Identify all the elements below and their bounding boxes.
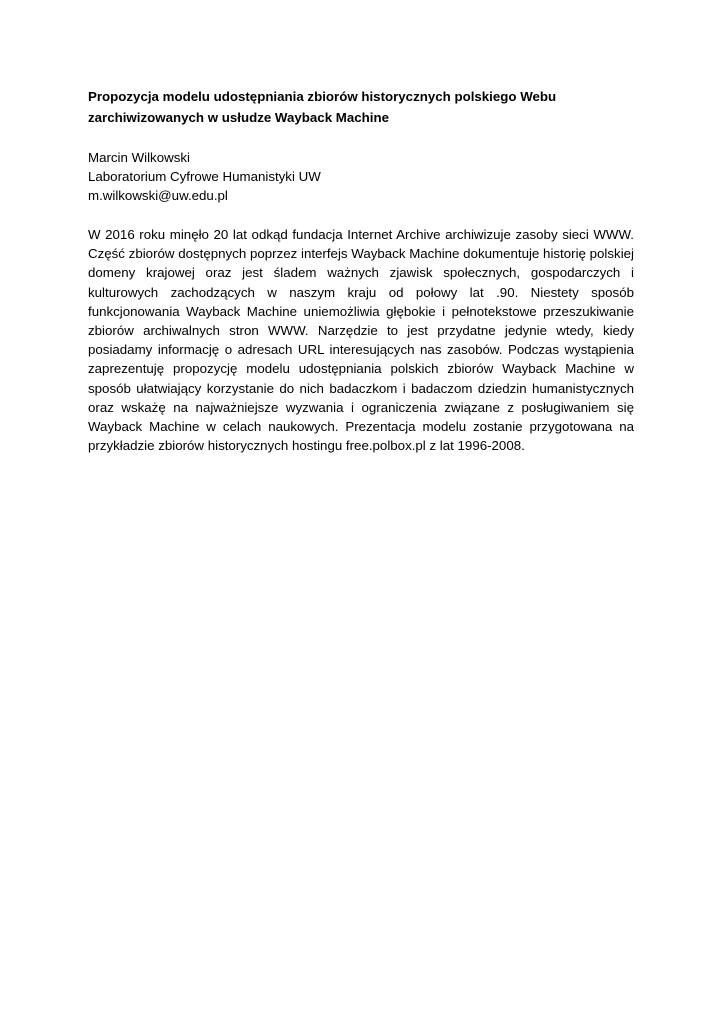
- author-email: m.wilkowski@uw.edu.pl: [88, 188, 228, 203]
- author-name: Marcin Wilkowski: [88, 150, 190, 165]
- document-page: [88, 86, 634, 469]
- abstract-paragraph: W 2016 roku minęło 20 lat odkąd fundacja Internet Archive archiwizuje zasoby sieci WWW. Część zbiorów dostępnych poprzez interfejs Wayback Machine dokumentuje historię polskiej domeny krajowej oraz jest śladem ważnych zjawisk społecznych, gospodarczych i kulturowych zachodzących w naszym kraju od połowy lat .90. Niestety sposób funkcjonowania Wayback Machine uniemożliwia głębokie i pełnotekstowe przeszukiwanie zbiorów archiwalnych stron WWW. Narzędzie to jest przydatne jedynie wtedy, kiedy posiadamy informację o adresach URL interesujących nas zasobów. Podczas wystąpienia zaprezentuję propozycję modelu udostępniania polskich zbiorów Wayback Machine w sposób ułatwiający korzystanie do nich badaczkom i badaczom dziedzin humanistycznych oraz wskażę na najważniejsze wyzwania i ograniczenia związane z posługiwaniem się Wayback Machine w celach naukowych. Prezentacja modelu zostanie przygotowana na przykładzie zbiorów historycznych hostingu free.polbox.pl z lat 1996-2008.: [88, 227, 634, 454]
- author-block: [88, 148, 634, 205]
- document-title: Propozycja modelu udostępniania zbiorów historycznych polskiego Webu zarchiwizowanych w usłudze Wayback Machine: [88, 89, 557, 125]
- author-affiliation: Laboratorium Cyfrowe Humanistyki UW: [88, 169, 321, 184]
